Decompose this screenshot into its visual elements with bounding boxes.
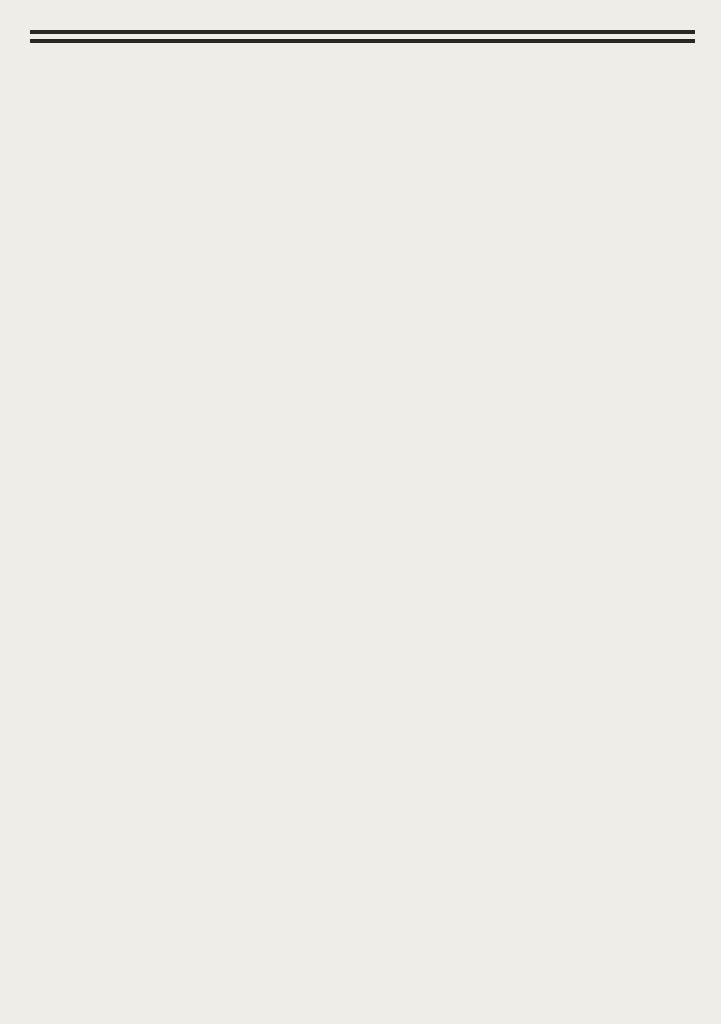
bottom-roster-table [30,39,695,43]
top-roster-table [30,30,695,34]
